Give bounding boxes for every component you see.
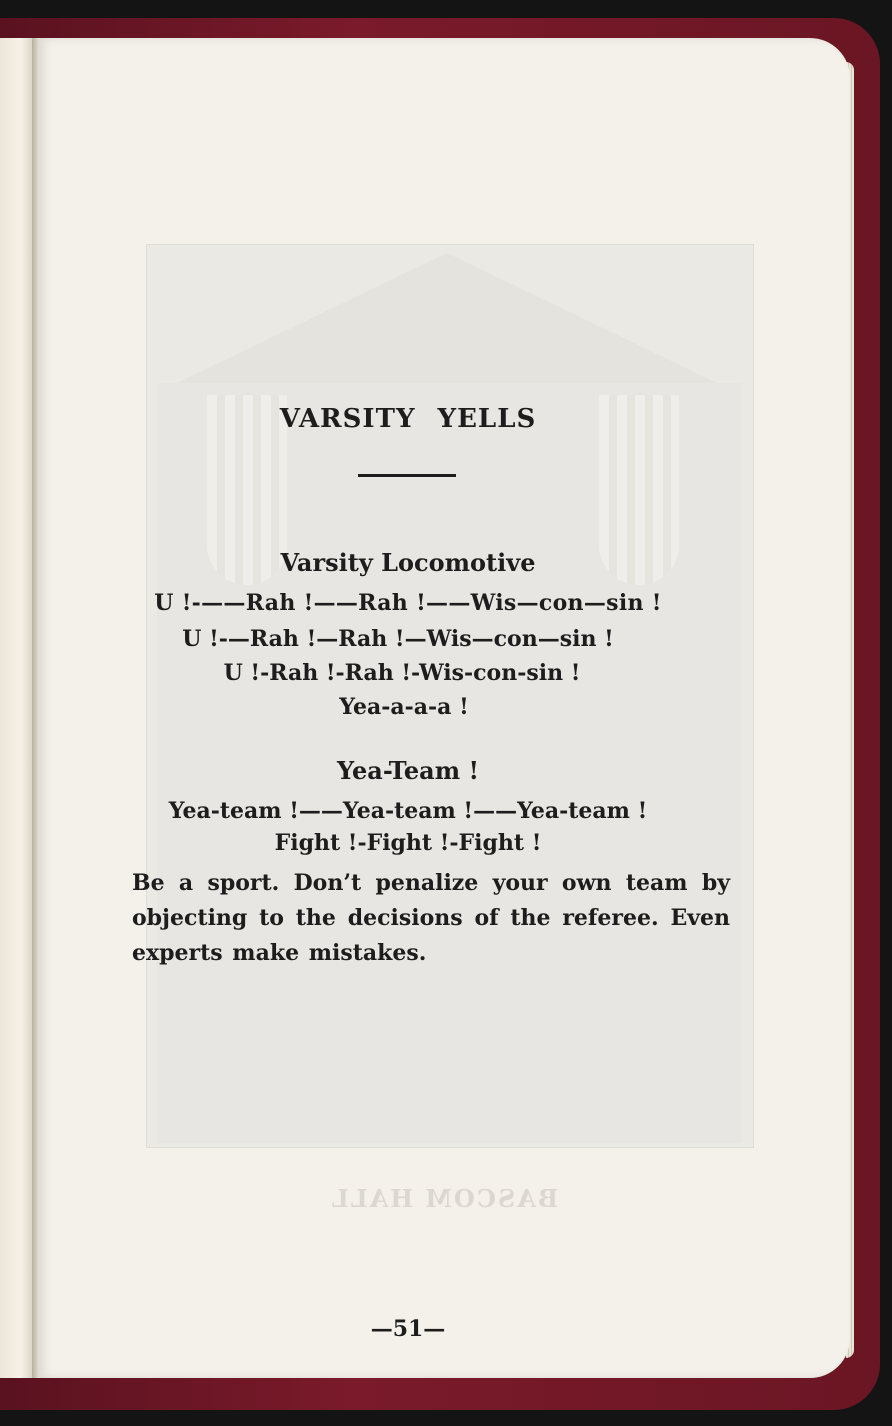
yell-line: U !-——Rah !——Rah !——Wis—con—sin ! [154, 590, 662, 616]
yell-title-yea-team: Yea-Team ! [336, 756, 480, 785]
facing-page-edge [0, 38, 34, 1378]
page-content [38, 38, 850, 1378]
page-heading: VARSITY YELLS [279, 404, 537, 434]
heading-rule [358, 474, 456, 477]
advice-paragraph: Be a sport. Don’t penalize your own team by objecting to the decisions of the referee. Even experts make mistakes. [132, 870, 730, 966]
page-number: —51— [370, 1316, 446, 1342]
bleed-through-caption: BASCOM HALL [329, 1184, 559, 1213]
yell-line: Fight !-Fight !-Fight ! [274, 830, 542, 856]
yell-line: Yea-team !——Yea-team !——Yea-team ! [168, 798, 648, 824]
yell-line: U !-—Rah !—Rah !—Wis—con—sin ! [182, 626, 614, 652]
book-page [38, 38, 850, 1378]
yell-title-locomotive: Varsity Locomotive [280, 548, 536, 577]
yell-line: U !-Rah !-Rah !-Wis-con-sin ! [223, 660, 581, 686]
yell-line: Yea-a-a-a ! [339, 694, 469, 720]
